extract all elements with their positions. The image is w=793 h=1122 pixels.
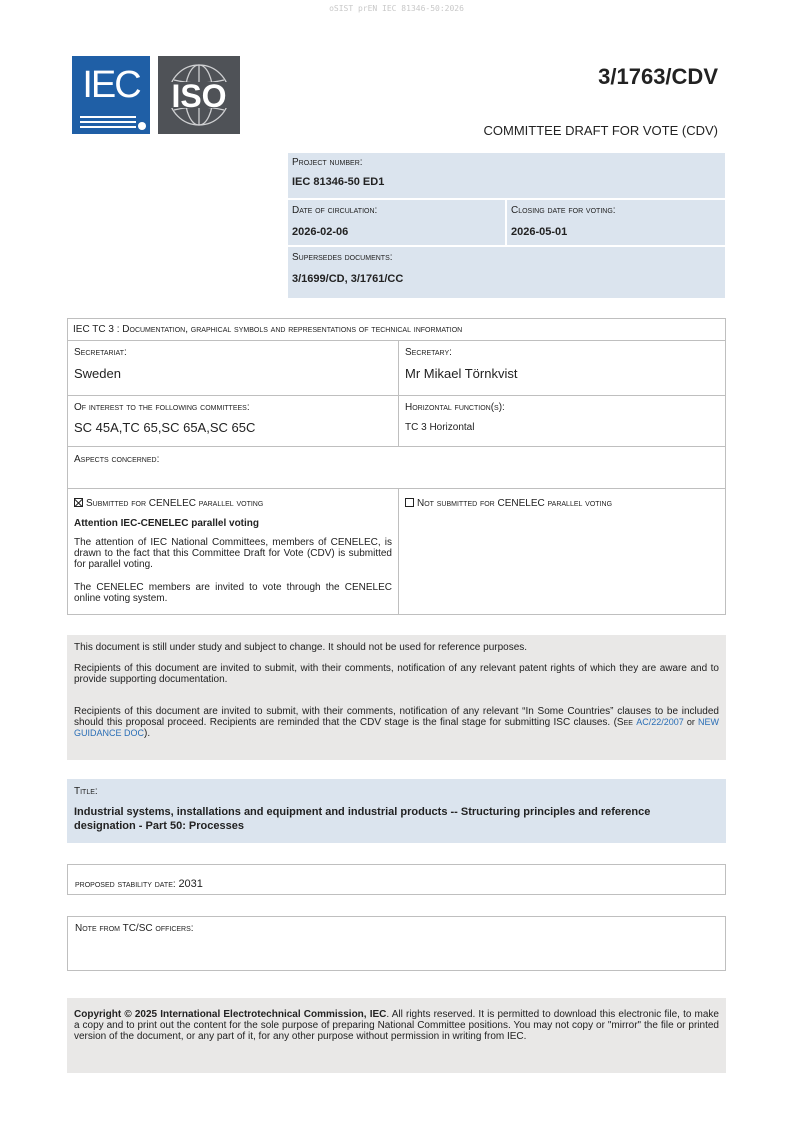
- closing-date-label: Closing date for voting:: [511, 205, 616, 216]
- secretary-label: Secretary:: [405, 347, 452, 358]
- interest-value: SC 45A,TC 65,SC 65A,SC 65C: [74, 420, 256, 435]
- cenelec-not-submitted-label: Not submitted for CENELEC parallel voting: [417, 498, 613, 509]
- circulation-date-label: Date of circulation:: [292, 205, 378, 216]
- project-number: IEC 81346-50 ED1: [292, 176, 385, 188]
- aspects-cell: [67, 446, 726, 489]
- iec-logo-text: IEC: [82, 64, 140, 106]
- notice-paragraph-3: Recipients of this document are invited to submit, with their comments, notification of any relevant “In Some Countries” clauses to be included should this proposal proceed. Recipients are reminded that the CDV stage is the final stage for submitting ISC clauses. (: [74, 706, 719, 728]
- copyright-text: . All rights reserved. It is permitted to download this electronic file, to make a copy and to print out the content for the sole purpose of preparing National Committee positions. You may not copy or "mirror" the file or printed version of the document, or any part of it, for any other purpose without permission in writing from IEC.: [74, 1009, 719, 1042]
- iso-logo: [158, 56, 240, 134]
- stability-label: proposed stability date:: [75, 879, 179, 890]
- note-label: Note from TC/SC officers:: [75, 923, 194, 934]
- aspects-label: Aspects concerned:: [74, 454, 160, 465]
- secretary-cell: [398, 340, 726, 396]
- new-guidance-doc-link[interactable]: NEW GUIDANCE DOC: [74, 717, 719, 738]
- iec-logo: [72, 56, 150, 134]
- stability-row: [67, 864, 726, 895]
- closing-paren: ).: [144, 728, 151, 739]
- horizontal-value: TC 3 Horizontal: [405, 422, 475, 433]
- horizontal-label: Horizontal function(s):: [405, 402, 505, 413]
- stability-value: 2031: [178, 878, 203, 890]
- copyright-notice: Copyright © 2025 International Electrotechnical Commission, IEC: [74, 1009, 387, 1020]
- see-label: See: [616, 717, 633, 728]
- notice-paragraph-1: This document is still under study and subject to change. It should not be used for reference purposes.: [74, 642, 528, 653]
- attention-title: Attention IEC-CENELEC parallel voting: [74, 518, 260, 529]
- supersedes-label: Supersedes documents:: [292, 252, 393, 263]
- cenelec-not-submitted-cell: [398, 488, 726, 615]
- cenelec-submitted-cell: [67, 488, 399, 615]
- circulation-date: 2026-02-06: [292, 226, 349, 238]
- ac-22-2007-link[interactable]: AC/22/2007: [636, 717, 684, 727]
- closing-date: 2026-05-01: [511, 226, 568, 238]
- horizontal-cell: [398, 395, 726, 447]
- supersedes-cell: [288, 247, 725, 298]
- unchecked-box-icon[interactable]: [405, 498, 414, 507]
- iso-logo-text: ISO: [171, 78, 227, 114]
- secretariat-label: Secretariat:: [74, 347, 127, 358]
- notice-paragraph-2: Recipients of this document are invited to submit, with their comments, notification of any relevant patent rights of which they are aware and to provide supporting documentation.: [74, 663, 719, 685]
- attention-paragraph-1: The attention of IEC National Committees, members of CENELEC, is drawn to the fact that this Committee Draft for Vote (CDV) is submitted for parallel voting.: [74, 537, 392, 570]
- secretariat-cell: [67, 340, 399, 396]
- copyright-block: [67, 998, 726, 1073]
- iec-logo-dot: [138, 122, 146, 130]
- title-block: [67, 779, 726, 843]
- tc-title-row: [67, 318, 726, 341]
- note-box: [67, 916, 726, 971]
- tc-title: Documentation, graphical symbols and representations of technical information: [122, 324, 463, 335]
- title-label: Title:: [74, 786, 98, 797]
- circulation-date-cell: [288, 200, 505, 245]
- project-number-cell: [288, 153, 725, 198]
- project-number-label: Project number:: [292, 157, 363, 168]
- document-number: 3/1763/CDV: [598, 64, 718, 89]
- secretary-value: Mr Mikael Törnkvist: [405, 366, 518, 381]
- checked-box-icon[interactable]: [74, 498, 83, 507]
- iso-globe-icon: [158, 56, 240, 134]
- secretariat-value: Sweden: [74, 366, 121, 381]
- attention-paragraph-2: The CENELEC members are invited to vote through the CENELEC online voting system.: [74, 582, 392, 604]
- iec-logo-lines: [80, 116, 136, 131]
- notice-block: [67, 635, 726, 760]
- watermark: oSIST prEN IEC 81346-50:2026: [329, 4, 464, 13]
- interest-label: Of interest to the following committees:: [74, 402, 250, 413]
- closing-date-cell: [507, 200, 725, 245]
- cenelec-submitted-label: Submitted for CENELEC parallel voting: [86, 498, 264, 509]
- or-text: or: [683, 717, 698, 727]
- document-title: Industrial systems, installations and equipment and industrial products -- Structuring principles and reference designation - Part 50: Processes: [74, 806, 651, 832]
- supersedes-documents: 3/1699/CD, 3/1761/CC: [292, 273, 404, 285]
- tc-title-prefix: IEC TC 3 :: [73, 324, 123, 335]
- interest-cell: [67, 395, 399, 447]
- document-type: COMMITTEE DRAFT FOR VOTE (CDV): [483, 123, 718, 138]
